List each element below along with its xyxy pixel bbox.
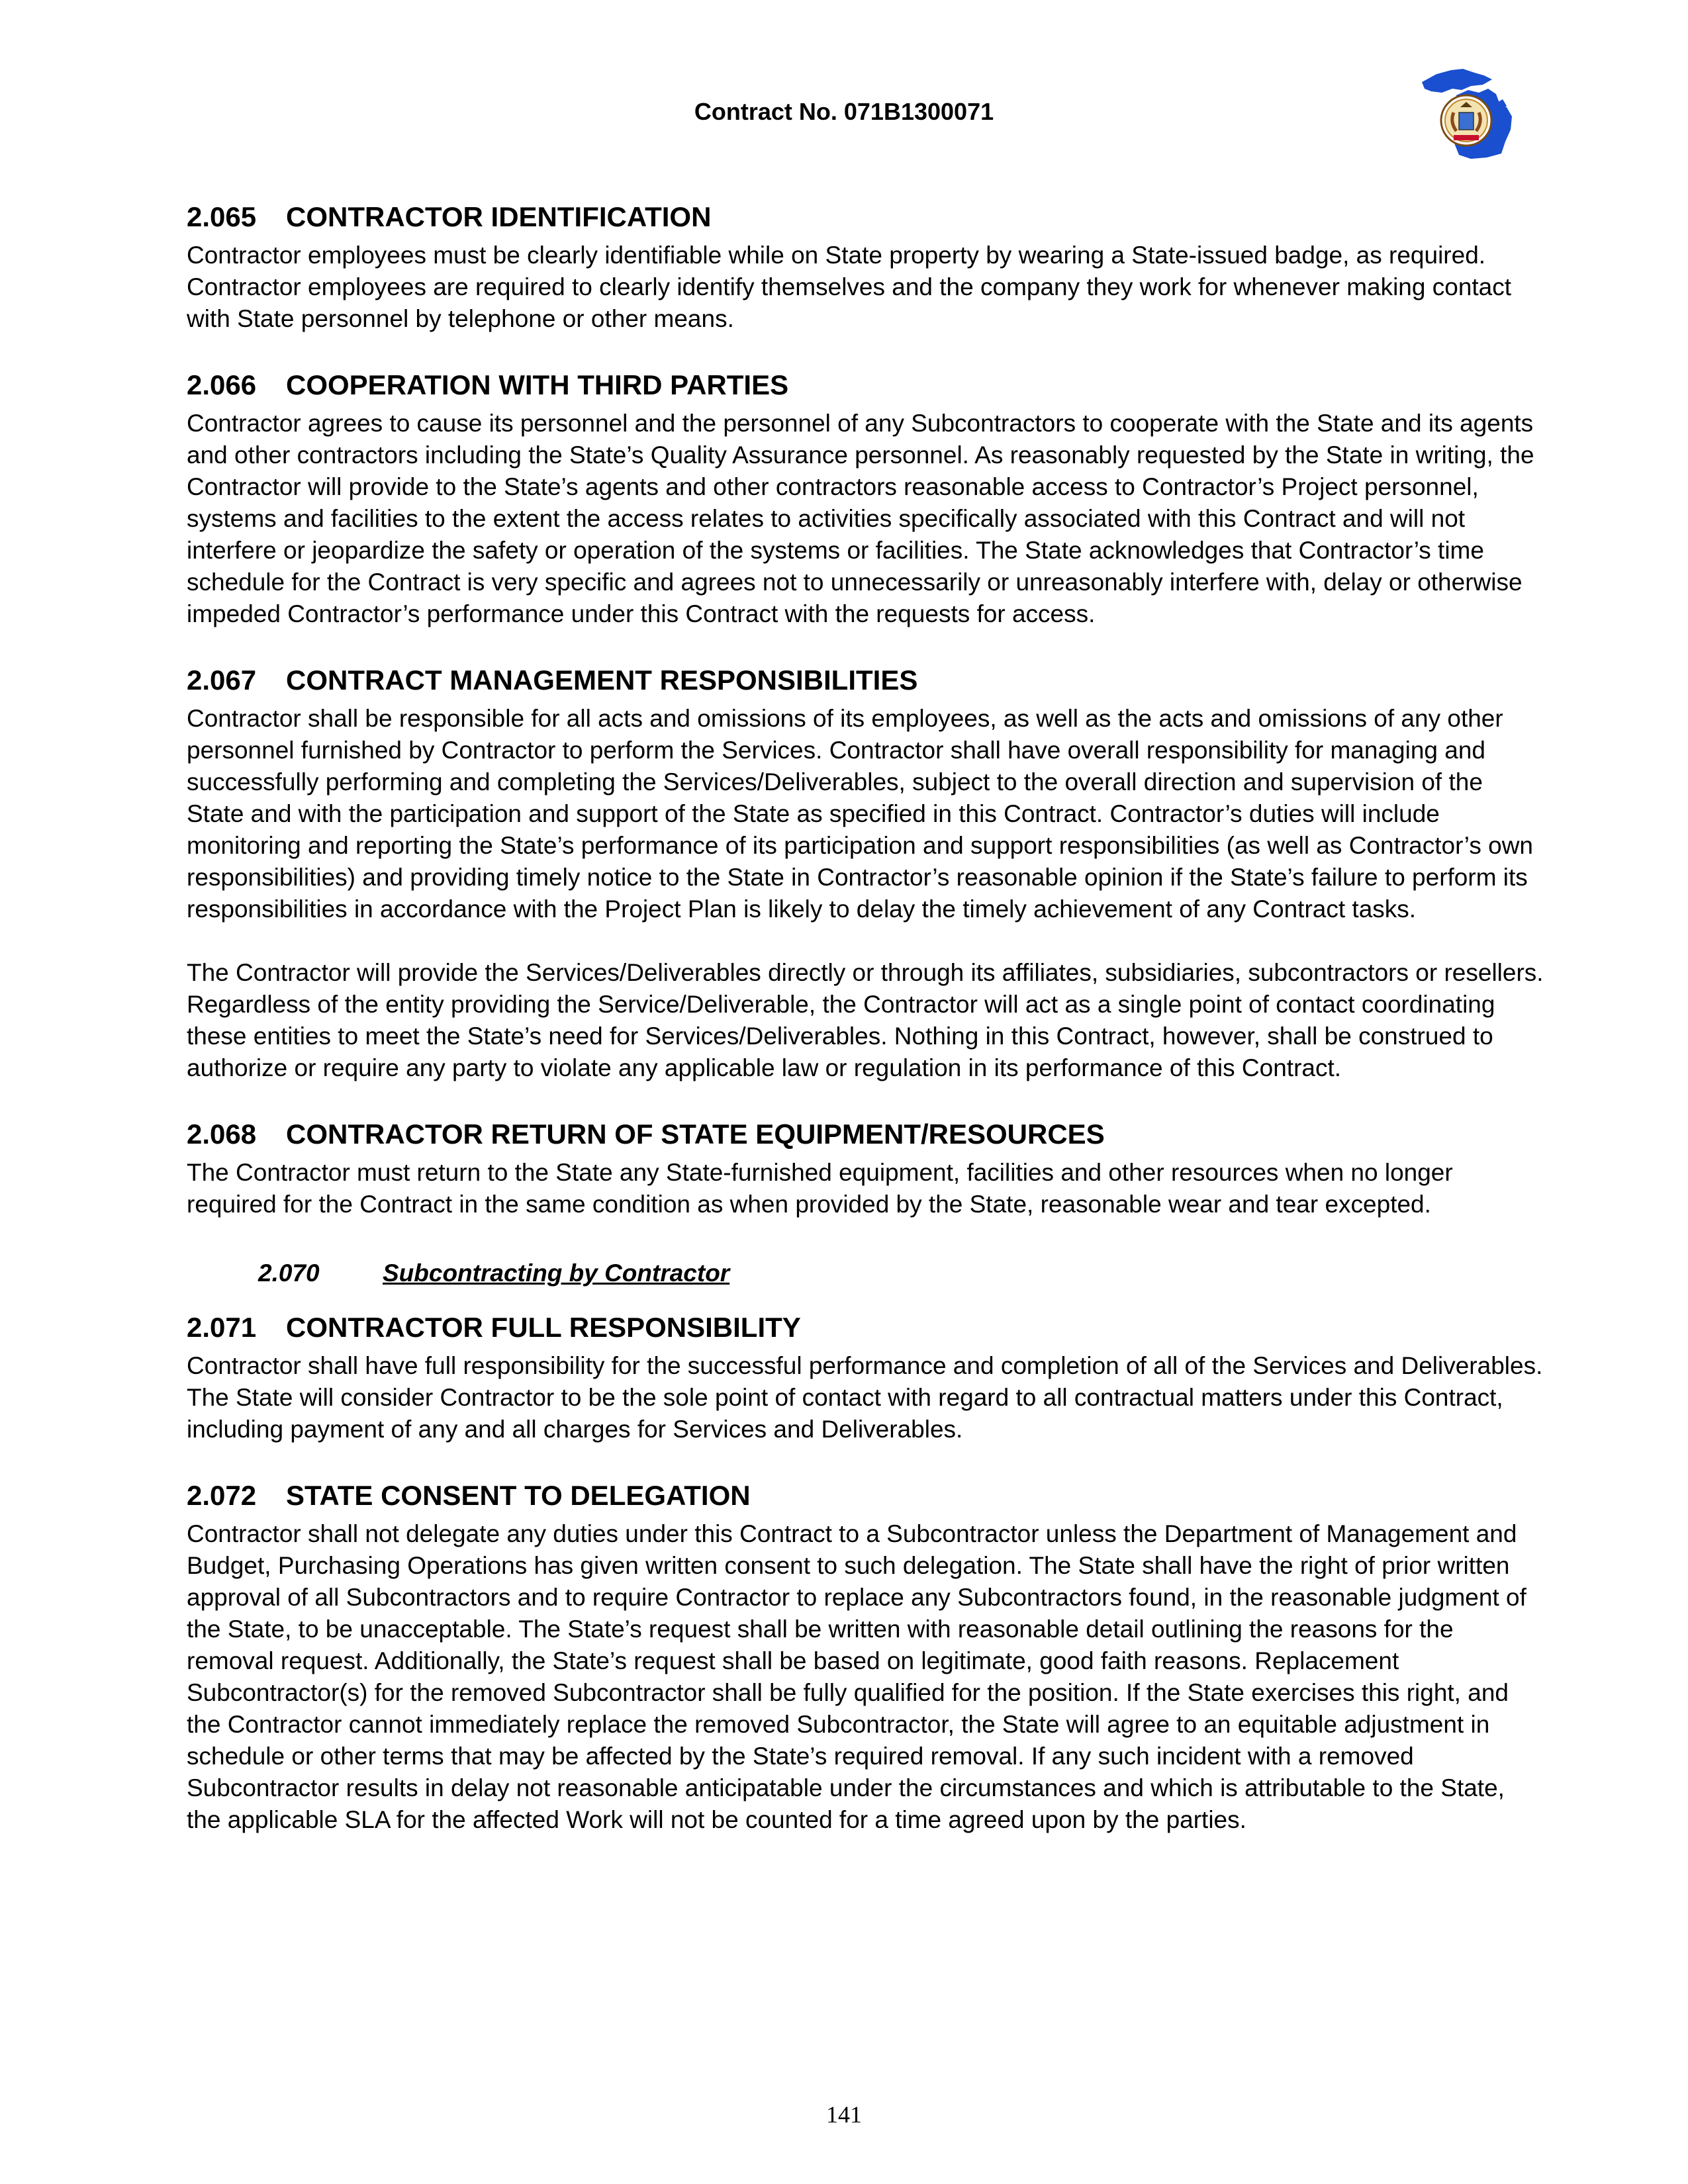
section-number: 2.067 <box>187 664 257 696</box>
section-title: CONTRACT MANAGEMENT RESPONSIBILITIES <box>286 664 918 696</box>
section-heading <box>187 662 1544 699</box>
section-heading <box>187 1116 1544 1153</box>
section-paragraph: The Contractor will provide the Services/Deliverables directly or through its affiliates, subsidiaries, subcontractors or resellers. Regardless of the entity providing the Service/Deliverable, the Contractor will act as a single point of contact coordinating these entities to meet the State’s need for Services/Deliverables. Nothing in this Contract, however, shall be construed to authorize or require any party to violate any applicable law or regulation in its performance of this Contract. <box>187 959 1544 1081</box>
section-paragraph: Contractor employees must be clearly identifiable while on State property by wearing a State-issued badge, as required. Contractor employees are required to clearly identify themselves and the company they work for whenever making contact with State personnel by telephone or other means. <box>187 242 1512 332</box>
section-number: 2.068 <box>187 1118 257 1150</box>
document-body <box>187 199 1544 1868</box>
page-number: 141 <box>826 2101 862 2128</box>
section-number: 2.066 <box>187 369 257 400</box>
section-heading <box>187 367 1544 404</box>
section-title: CONTRACTOR IDENTIFICATION <box>286 201 712 232</box>
michigan-seal-icon <box>1410 56 1523 168</box>
section-heading <box>187 1477 1544 1514</box>
section-paragraph: Contractor shall not delegate any duties under this Contract to a Subcontractor unless the Department of Management and Budget, Purchasing Operations has given written consent to such delegation. The State shall have the right of prior written approval of all Subcontractors and to require Contractor to replace any Subcontractors found, in the reasonable judgment of the State, to be unacceptable. The State’s request shall be written with reasonable detail outlining the reasons for the removal request. Additionally, the State’s request shall be based on legitimate, good faith reasons. Replacement Subcontractor(s) for the removed Subcontractor shall be fully qualified for the position. If the State exercises this right, and the Contractor cannot immediately replace the removed Subcontractor, the State will agree to an equitable adjustment in schedule or other terms that may be affected by the State’s required removal. If any such incident with a removed Subcontractor results in delay not reasonable anticipatable under the circumstances and which is attributable to the State, the applicable SLA for the affected Work will not be counted for a time agreed upon by the parties. <box>187 1520 1526 1833</box>
section-title: COOPERATION WITH THIRD PARTIES <box>286 369 789 400</box>
section-title: CONTRACTOR RETURN OF STATE EQUIPMENT/RESOURCES <box>286 1118 1105 1150</box>
section-heading <box>187 199 1544 236</box>
section-paragraph: Contractor shall have full responsibility for the successful performance and completion of all of the Services and Deliverables. The State will consider Contractor to be the sole point of contact with regard to all contractual matters under this Contract, including payment of any and all charges for Services and Deliverables. <box>187 1352 1543 1443</box>
contract-number-header: Contract No. 071B1300071 <box>694 98 994 125</box>
section-heading <box>187 1309 1544 1346</box>
section-paragraph: The Contractor must return to the State any State-furnished equipment, facilities and other resources when no longer required for the Contract in the same condition as when provided by the State, reasonable wear and tear excepted. <box>187 1159 1453 1218</box>
section-number: 2.072 <box>187 1480 257 1511</box>
section-number: 2.071 <box>187 1312 257 1343</box>
section-paragraph: Contractor shall be responsible for all acts and omissions of its employees, as well as the acts and omissions of any other personnel furnished by Contractor to perform the Services. Contractor shall have overall responsibility for managing and successfully performing and completing the Services/Deliverables, subject to the overall direction and supervision of the State and with the participation and support of the State as specified in this Contract. Contractor’s duties will include monitoring and reporting the State’s performance of its participation and support responsibilities (as well as Contractor’s own responsibilities) and providing timely notice to the State in Contractor’s reasonable opinion if the State’s failure to perform its responsibilities in accordance with the Project Plan is likely to delay the timely achievement of any Contract tasks. <box>187 705 1534 923</box>
section-title: STATE CONSENT TO DELEGATION <box>286 1480 751 1511</box>
section-number: 2.065 <box>187 201 257 232</box>
section-title: CONTRACTOR FULL RESPONSIBILITY <box>286 1312 801 1343</box>
section-paragraph: Contractor agrees to cause its personnel and the personnel of any Subcontractors to cooperate with the State and its agents and other contractors including the State’s Quality Assurance personnel. As reasonably requested by the State in writing, the Contractor will provide to the State’s agents and other contractors reasonable access to Contractor’s Project personnel, systems and facilities to the extent the access relates to activities specifically associated with this Contract and will not interfere or jeopardize the safety or operation of the systems or facilities. The State acknowledges that Contractor’s time schedule for the Contract is very specific and agrees not to unnecessarily or unreasonably interfere with, delay or otherwise impeded Contractor’s performance under this Contract with the requests for access. <box>187 410 1534 627</box>
subsection-heading <box>258 1257 1544 1289</box>
subsection-number: 2.070 <box>258 1259 320 1287</box>
subsection-title: Subcontracting by Contractor <box>383 1259 730 1287</box>
